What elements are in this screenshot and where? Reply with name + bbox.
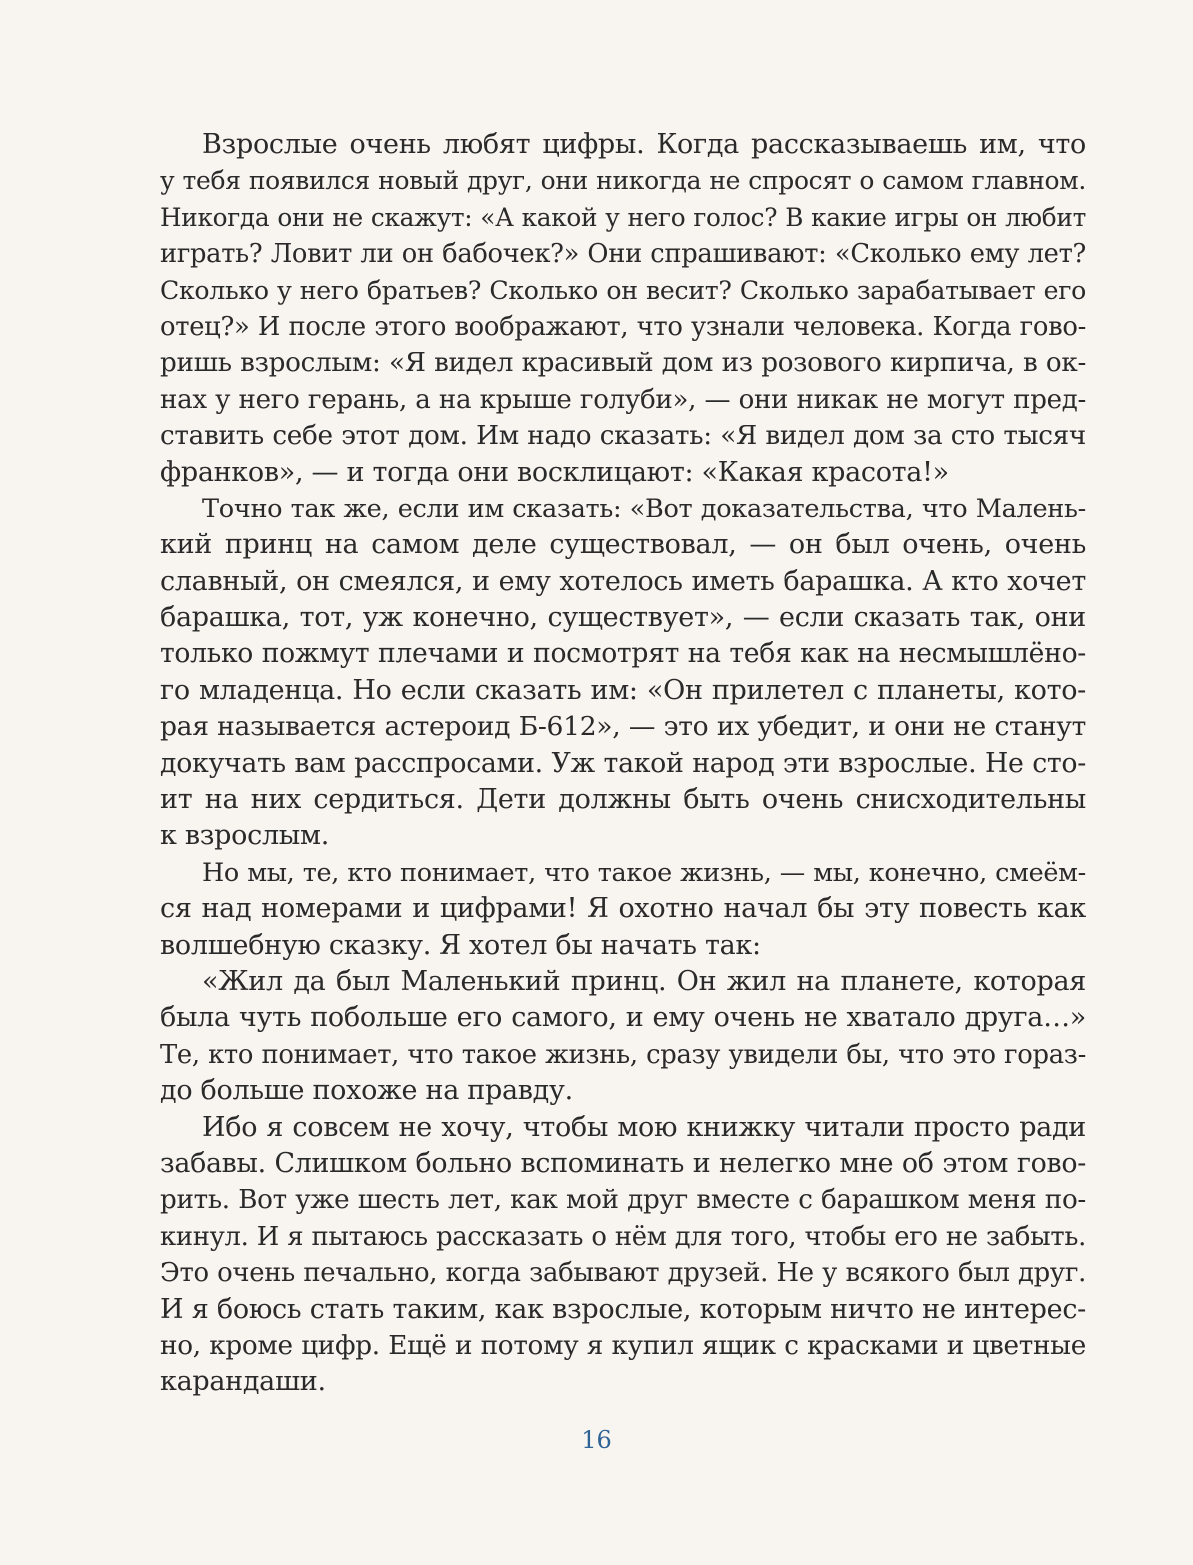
text-line: И я боюсь стать таким, как взрослые, которым ничто не интерес- xyxy=(160,1293,1086,1325)
text-line: Те, кто понимает, что такое жизнь, сразу увидели бы, что это гораз- xyxy=(160,1039,1086,1070)
text-line: славный, он смеялся, и ему хотелось иметь барашка. А кто хочет xyxy=(160,565,1086,597)
text-line: волшебную сказку. Я хотел бы начать так: xyxy=(160,929,761,961)
text-line: нах у него герань, а на крыше голуби», — они никак не могут пред- xyxy=(160,384,1086,415)
text-line: докучать вам расспросами. Уж такой народ эти взрослые. Не сто- xyxy=(160,747,1086,779)
text-line: играть? Ловит ли он бабочек?» Они спрашивают: «Сколько ему лет? xyxy=(160,239,1086,270)
text-line: барашка, тот, уж конечно, существует», — если сказать так, они xyxy=(160,602,1086,634)
text-line: Ибо я совсем не хочу, чтобы мою книжку читали просто ради xyxy=(202,1111,1086,1143)
paragraph-4 xyxy=(160,964,1086,1110)
text-line: отец?» И после этого воображают, что узнали человека. Когда гово- xyxy=(160,311,1086,342)
paragraph-2 xyxy=(160,491,1086,855)
text-line: кинул. И я пытаюсь рассказать о нём для того, чтобы его не забыть. xyxy=(160,1221,1086,1252)
text-line: Никогда они не скажут: «А какой у него голос? В какие игры он любит xyxy=(160,202,1086,232)
text-line: ставить себе этот дом. Им надо сказать: «Я видел дом за сто тысяч xyxy=(160,421,1086,452)
text-line: «Жил да был Маленький принц. Он жил на планете, которая xyxy=(202,965,1086,997)
text-line: Сколько у него братьев? Сколько он весит? Сколько зарабатывает его xyxy=(160,275,1086,305)
text-line: Но мы, те, кто понимает, что такое жизнь, — мы, конечно, смеём- xyxy=(202,857,1086,888)
text-line: ришь взрослым: «Я видел красивый дом из розового кирпича, в ок- xyxy=(160,348,1086,379)
paragraph-5 xyxy=(160,1110,1086,1401)
text-line: кий принц на самом деле существовал, — он был очень, очень xyxy=(160,529,1086,561)
text-line: ся над номерами и цифрами! Я охотно начал бы эту повесть как xyxy=(160,893,1086,925)
text-line: у тебя появился новый друг, они никогда не спросят о самом главном. xyxy=(160,166,1086,196)
page-number: 16 xyxy=(581,1426,612,1454)
text-line: Это очень печально, когда забывают друзей. Не у всякого был друг. xyxy=(160,1258,1086,1289)
text-line: но, кроме цифр. Ещё и потому я купил ящик с красками и цветные xyxy=(160,1330,1086,1361)
paragraph-3 xyxy=(160,855,1086,964)
text-line: к взрослым. xyxy=(160,820,329,852)
text-line: рить. Вот уже шесть лет, как мой друг вместе с барашком меня по- xyxy=(160,1185,1086,1216)
text-line: забавы. Слишком больно вспоминать и нелегко мне об этом гово- xyxy=(160,1147,1086,1179)
text-line: ит на них сердиться. Дети должны быть очень снисходительны xyxy=(160,784,1086,816)
text-line: го младенца. Но если сказать им: «Он прилетел с планеты, кото- xyxy=(160,674,1086,706)
text-line: до больше похоже на правду. xyxy=(160,1075,573,1107)
text-line: была чуть побольше его самого, и ему очень не хватало друга…» xyxy=(160,1002,1086,1034)
body-text xyxy=(160,127,1086,1401)
text-line: франков», — и тогда они восклицают: «Какая красота!» xyxy=(160,456,949,488)
paragraph-1 xyxy=(160,127,1086,491)
text-line: только пожмут плечами и посмотрят на тебя как на несмышлёно- xyxy=(160,638,1086,670)
text-line: Точно так же, если им сказать: «Вот доказательства, что Малень- xyxy=(202,493,1086,524)
text-line: Взрослые очень любят цифры. Когда рассказываешь им, что xyxy=(202,129,1086,160)
text-line: рая называется астероид Б-612», — это их убедит, и они не станут xyxy=(160,711,1086,743)
text-line: карандаши. xyxy=(160,1366,326,1398)
